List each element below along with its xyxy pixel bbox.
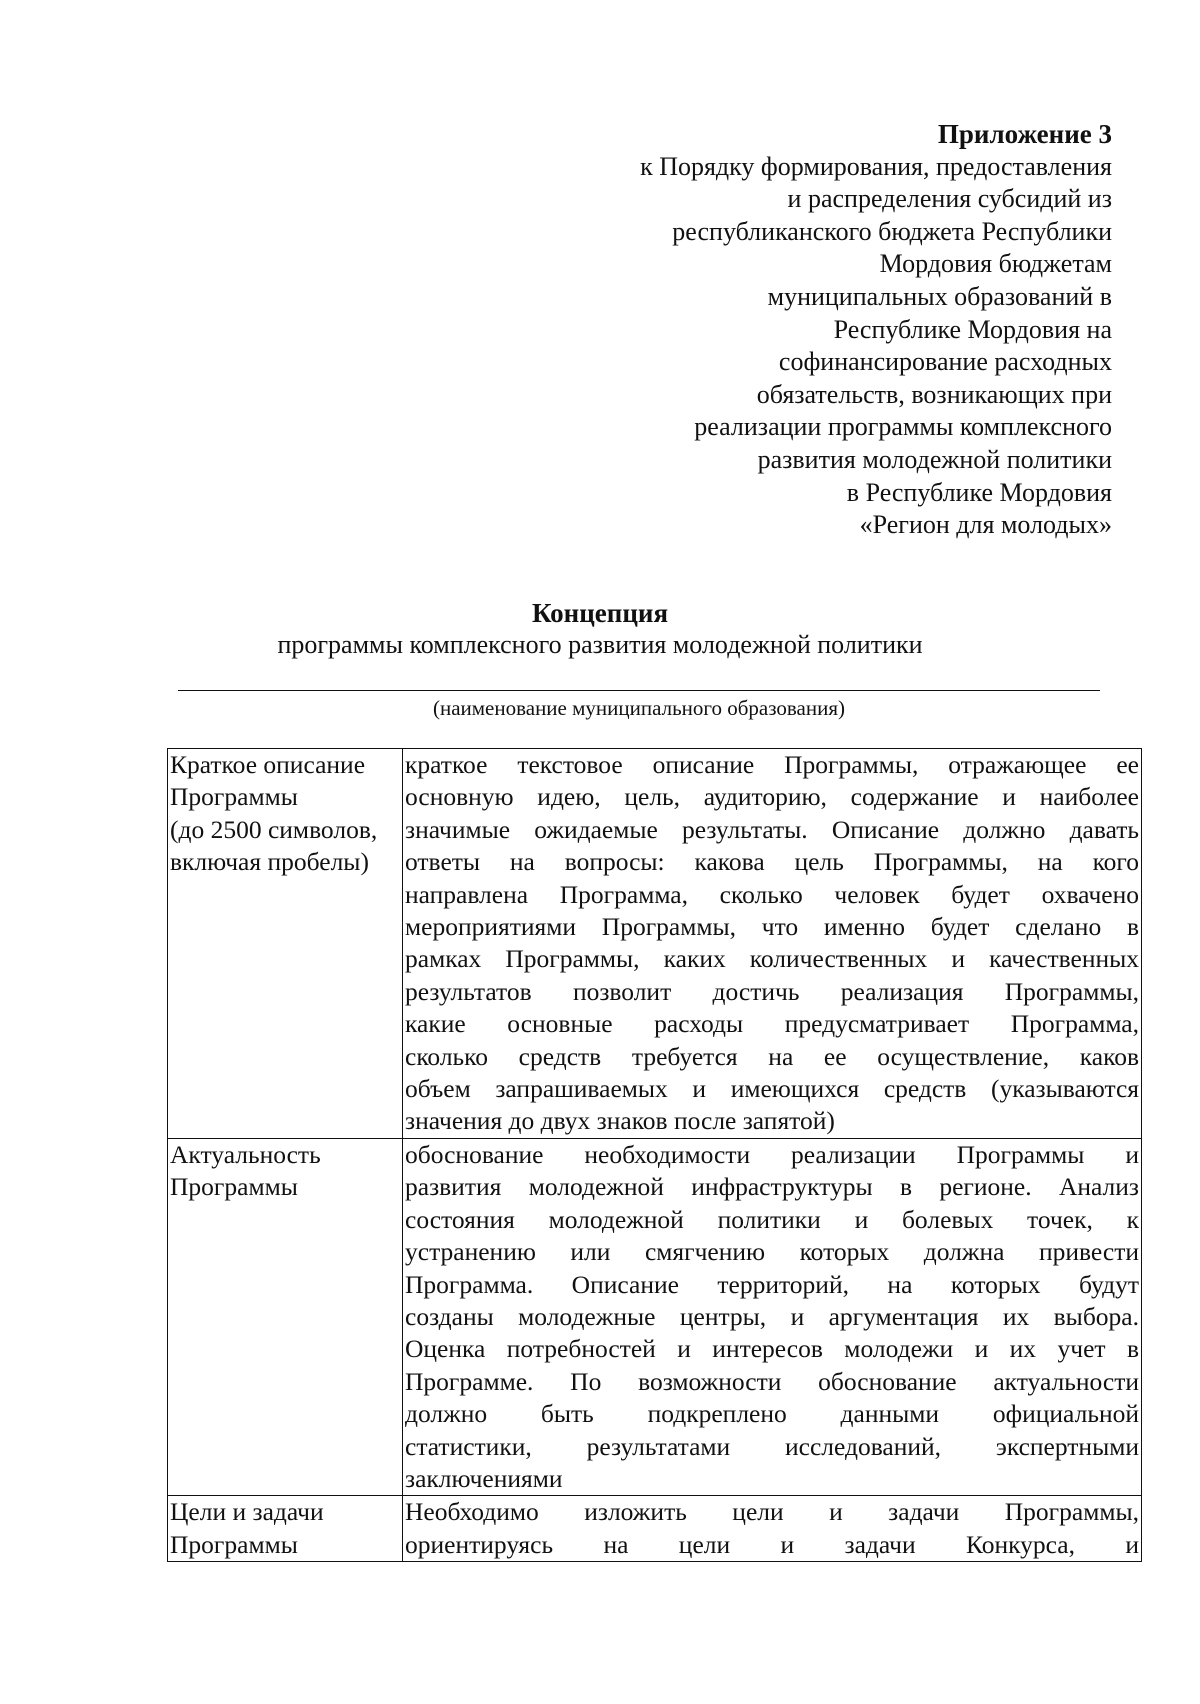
row-label-line: Краткое описание <box>170 750 366 779</box>
row-label-line: включая пробелы) <box>170 847 369 877</box>
row-description-line: ориентируясь на цели и задачи Конкурса, и <box>405 1529 1139 1559</box>
appendix-line: Мордовия бюджетам <box>879 249 1112 279</box>
municipality-name-caption: (наименование муниципального образования) <box>432 696 846 720</box>
appendix-line: муниципальных образований в <box>767 281 1112 311</box>
table-row <box>168 749 1142 1139</box>
appendix-block <box>452 118 1112 542</box>
appendix-line: развития молодежной политики <box>757 444 1112 474</box>
concept-subtitle: программы комплексного развития молодежной политики <box>277 630 923 659</box>
row-label-line: Цели и задачи <box>170 1497 324 1527</box>
row-description-line: направлена Программа, сколько человек будет охвачено <box>405 879 1139 909</box>
appendix-line: к Порядку формирования, предоставления <box>640 151 1112 181</box>
municipality-name-line <box>178 690 1100 691</box>
row-label-line: Программы <box>170 1172 298 1202</box>
row-description-line: рамках Программы, каких количественных и качественных <box>405 944 1139 974</box>
row-label-cell <box>168 1138 403 1495</box>
row-description-line: объем запрашиваемых и имеющихся средств (указываются <box>405 1074 1139 1104</box>
row-label-line: Программы <box>170 782 298 812</box>
row-description-line: Необходимо изложить цели и задачи Программы, <box>405 1497 1139 1527</box>
appendix-line: «Регион для молодых» <box>859 510 1112 540</box>
appendix-line: обязательств, возникающих при <box>756 379 1112 409</box>
table-row <box>168 1496 1142 1562</box>
row-description-line: основную идею, цель, аудиторию, содержание и наиболее <box>405 782 1139 812</box>
row-description-line: результатов позволит достичь реализация Программы, <box>405 976 1139 1006</box>
row-description-line: Программа. Описание территорий, на которых будут <box>405 1269 1139 1299</box>
row-description-line: сколько средств требуется на ее осуществление, каков <box>405 1041 1139 1071</box>
row-description-cell <box>403 1138 1142 1495</box>
row-description-line: состояния молодежной политики и болевых точек, к <box>405 1204 1139 1234</box>
row-description-line: заключениями <box>405 1463 563 1493</box>
row-description-line: должно быть подкреплено данными официальной <box>405 1399 1139 1429</box>
row-description-line: краткое текстовое описание Программы, отражающее ее <box>405 750 1139 779</box>
appendix-line: и распределения субсидий из <box>787 184 1112 214</box>
appendix-line: реализации программы комплексного <box>694 412 1112 442</box>
appendix-line: в Республике Мордовия <box>846 477 1112 507</box>
row-description-line: мероприятиями Программы, что именно будет сделано в <box>405 912 1139 942</box>
row-label-line: (до 2500 символов, <box>170 814 378 844</box>
concept-title: Концепция <box>531 598 669 628</box>
row-description-line: Программе. По возможности обоснование актуальности <box>405 1366 1139 1396</box>
row-description-line: значимые ожидаемые результаты. Описание должно давать <box>405 814 1139 844</box>
row-label-cell <box>168 749 403 1139</box>
row-label-cell <box>168 1496 403 1562</box>
row-description-line: значения до двух знаков после запятой) <box>405 1106 835 1136</box>
appendix-line: Республике Мордовия на <box>833 314 1112 344</box>
row-description-line: статистики, результатами исследований, экспертными <box>405 1431 1139 1461</box>
row-label-line: Программы <box>170 1529 298 1559</box>
appendix-title: Приложение 3 <box>937 119 1112 149</box>
row-description-line: устранению или смягчению которых должна привести <box>405 1237 1139 1267</box>
row-description-line: ответы на вопросы: какова цель Программы, на кого <box>405 847 1139 877</box>
row-description-line: обоснование необходимости реализации Программы и <box>405 1139 1139 1169</box>
row-description-line: Оценка потребностей и интересов молодежи и их учет в <box>405 1334 1139 1364</box>
row-label-line: Актуальность <box>170 1139 321 1169</box>
table-row <box>168 1138 1142 1495</box>
row-description-cell <box>403 749 1142 1139</box>
appendix-line: республиканского бюджета Республики <box>672 216 1112 246</box>
row-description-line: созданы молодежные центры, и аргументация их выбора. <box>405 1301 1139 1331</box>
concept-table <box>167 748 1142 1562</box>
appendix-line: софинансирование расходных <box>778 347 1112 377</box>
row-description-line: какие основные расходы предусматривает Программа, <box>405 1009 1139 1039</box>
row-description-cell <box>403 1496 1142 1562</box>
row-description-line: развития молодежной инфраструктуры в регионе. Анализ <box>405 1172 1139 1202</box>
